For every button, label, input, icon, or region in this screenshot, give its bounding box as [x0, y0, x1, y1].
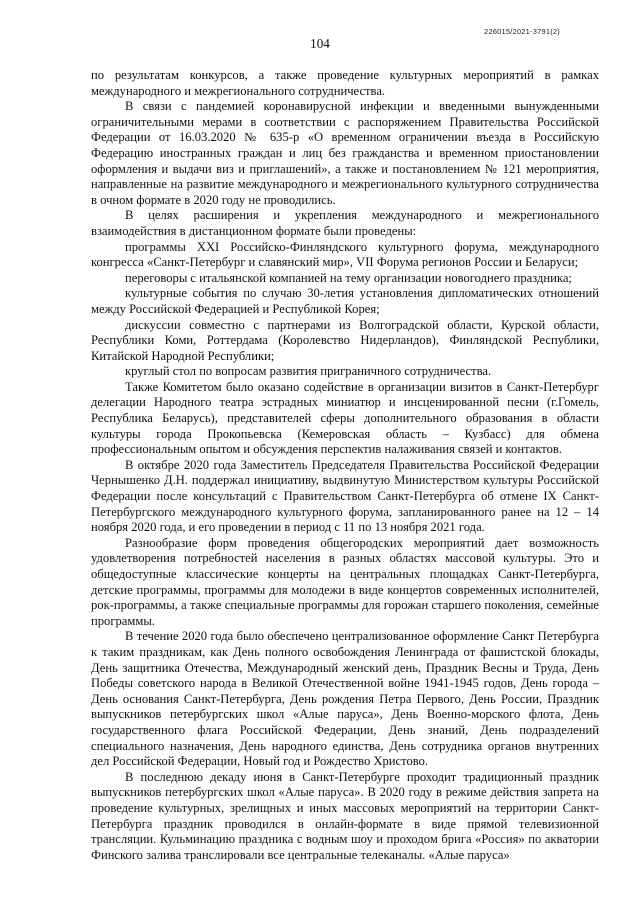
list-item-italian-negotiations: переговоры с итальянской компанией на тему организации новогоднего праздника; [125, 270, 572, 285]
list-item-korea-anniversary: культурные события по случаю 30-летия установления дипломатических отношений между Российской Федерацией и Республикой Корея; [91, 286, 599, 316]
list-item-partner-discussions: дискуссии совместно с партнерами из Волгоградской области, Курской области, Республики Коми, Роттердама (Королевство Нидерландов), Финляндской Республики, Китайской Народной Республики; [91, 317, 599, 363]
document-body [91, 68, 599, 863]
paragraph-culture-forum-postponed: В октябре 2020 года Заместитель Председателя Правительства Российской Федерации Чернышенко Д.Н. поддержал инициативу, выдвинутую Министерством культуры Российской Федерации после консультаций с Правительством Санкт-Петербурга об отмене IX Санкт-Петербургского международного культурного форума, запланированного ранее на 12 – 14 ноября 2020 года, и его проведении в период с 11 по 13 ноября 2021 года. [91, 457, 599, 535]
paragraph-pandemic-restrictions: В связи с пандемией коронавирусной инфекции и введенными вынужденными ограничительными мерами в соответствии с распоряжением Правительства Российской Федерации от 16.03.2020 № 635-р «О временном ограничении въезда в Российскую Федерацию иностранных граждан и лиц без гражданства и временном приостановлении оформления и выдачи виз и приглашений», а также и постановлением № 121 мероприятия, направленные на развитие международного и межрегионального культурного сотрудничества в очном формате в 2020 году не проводились. [91, 99, 599, 207]
paragraph-delegation-visits: Также Комитетом было оказано содействие в организации визитов в Санкт-Петербург делегации Народного театра эстрадных миниатюр и инсценированной песни (г.Гомель, Республика Беларусь), представителей сферы дополнительного образования в области культуры города Прокопьевска (Кемеровская область – Кузбасс) для обмена профессиональным опытом и обсуждения перспектив налаживания связей и контактов. [91, 379, 599, 457]
list-item-forum-programs: программы XXI Российско-Финляндского культурного форума, международного конгресса «Санкт-Петербург и славянский мир», VII Форума регионов России и Беларуси; [91, 239, 599, 270]
list-item-round-table: круглый стол по вопросам развития приграничного сотрудничества. [125, 364, 492, 379]
paragraph-scarlet-sails: В последнюю декаду июня в Санкт-Петербурге проходит традиционный праздник выпускников петербургских школ «Алые паруса». В 2020 году в режиме действия запрета на проведение культурных, зрелищных и иных массовых мероприятий на территории Санкт-Петербурга праздник проводился в онлайн-формате в виде прямой телевизионной трансляции. Кульминацию праздника с водным шоу и проходом брига «Россия» по акватории Финского залива транслировали все центральные телеканалы. «Алые паруса» [91, 769, 599, 862]
page-number: 104 [310, 36, 330, 51]
paragraph-remote-events-intro: В целях расширения и укрепления международного и межрегионального взаимодействия в дистанционном формате были проведены: [91, 208, 599, 238]
paragraph-holiday-decoration: В течение 2020 года было обеспечено централизованное оформление Санкт Петербурга к таким праздникам, как День полного освобождения Ленинграда от фашистской блокады, День защитника Отечества, Международный женский день, Праздник Весны и Труда, День Победы советского народа в Великой Отечественной войне 1941-1945 годов, День города – День основания Санкт-Петербурга, День рождения Петра Первого, День России, Праздник выпускников петербургских школ «Алые паруса», День Военно-морского флота, День государственного флага Российской Федерации, День знаний, День подразделений специального назначения, День народного единства, День сотрудника органов внутренних дел Российской Федерации, Новый год и Рождество Христово. [91, 629, 599, 769]
document-registration-code: 226015/2021-3791(2) [484, 27, 560, 36]
paragraph-event-diversity: Разнообразие форм проведения общегородских мероприятий дает возможность удовлетворения потребностей населения в разных областях массовой культуры. Это и общедоступные классические концерты на центральных площадках Санкт-Петербурга, детские программы, программы для молодежи в виде концертов современных исполнителей, рок-программы, а также специальные программы для горожан старшего поколения, семейные программы. [91, 535, 599, 628]
paragraph-continuation: по результатам конкурсов, а также проведение культурных мероприятий в рамках международного и межрегионального сотрудничества. [91, 68, 599, 98]
